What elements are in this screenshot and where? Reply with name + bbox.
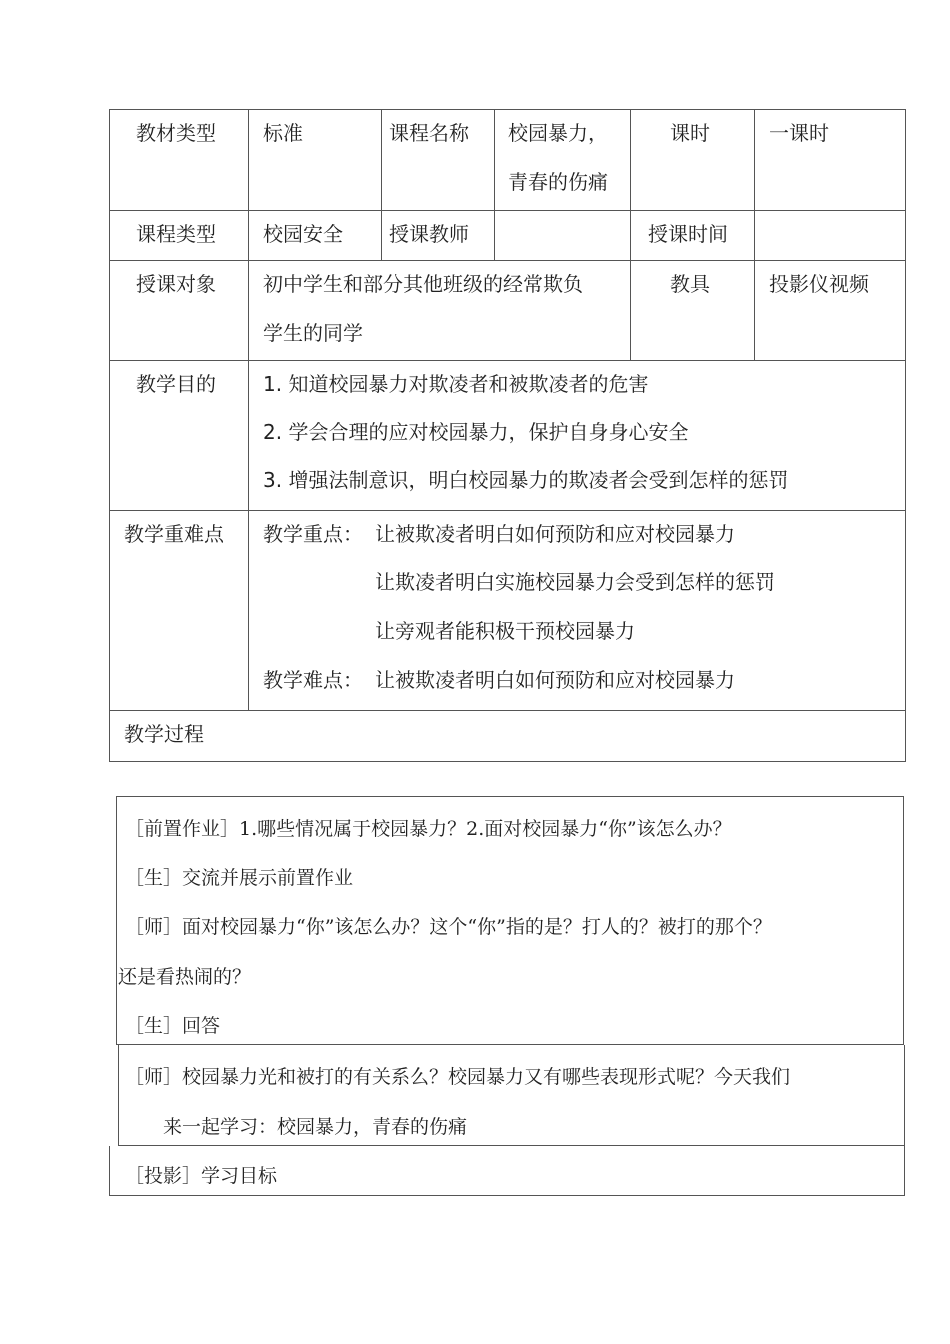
table-border <box>109 260 905 261</box>
table-border <box>109 210 905 211</box>
process-line: ［投影］学习目标 <box>125 1165 278 1187</box>
table-border <box>381 109 382 261</box>
table-border <box>109 510 905 511</box>
course-type-value: 校园安全 <box>263 222 343 246</box>
difficulty-item: 让被欺凌者明白如何预防和应对校园暴力 <box>375 668 735 692</box>
period-label: 课时 <box>670 121 710 145</box>
table-border <box>630 109 631 361</box>
table-border <box>248 109 249 711</box>
process-label: 教学过程 <box>124 722 204 746</box>
process-line: ［师］面对校园暴力“你”该怎么办？这个“你”指的是？打人的？被打的那个？ <box>125 916 772 938</box>
table-border <box>109 761 905 762</box>
table-border <box>109 360 905 361</box>
process-line: ［师］校园暴力光和被打的有关系么？校园暴力又有哪些表现形式呢？今天我们 <box>125 1066 791 1088</box>
table-border <box>905 109 906 762</box>
table-border <box>109 109 905 110</box>
course-name-value: 校园暴力， <box>508 121 608 145</box>
teacher-label: 授课教师 <box>389 222 469 246</box>
keypoints-label: 教学重难点 <box>124 522 224 546</box>
tools-value: 投影仪视频 <box>769 272 869 296</box>
goals-label: 教学目的 <box>136 372 216 396</box>
material-type-label: 教材类型 <box>136 121 216 145</box>
table-border <box>754 109 755 361</box>
focus-item: 让欺凌者明白实施校园暴力会受到怎样的惩罚 <box>375 570 775 594</box>
difficulty-prefix: 教学难点： <box>263 668 363 692</box>
material-type-value: 标准 <box>263 121 303 145</box>
focus-item: 让旁观者能积极干预校园暴力 <box>375 619 635 643</box>
process-line: 还是看热闹的？ <box>118 966 252 988</box>
process-line: 来一起学习：校园暴力，青春的伤痛 <box>163 1116 468 1138</box>
table-border <box>109 710 905 711</box>
goal-item: 1. 知道校园暴力对欺凌者和被欺凌者的危害 <box>263 372 649 396</box>
goal-item: 3. 增强法制意识，明白校园暴力的欺凌者会受到怎样的惩罚 <box>263 468 789 492</box>
course-type-label: 课程类型 <box>136 222 216 246</box>
time-label: 授课时间 <box>648 222 728 246</box>
process-line: ［生］回答 <box>125 1015 221 1037</box>
tools-label: 教具 <box>670 272 710 296</box>
table-border <box>494 109 495 261</box>
focus-prefix: 教学重点： <box>263 522 363 546</box>
goal-item: 2. 学会合理的应对校园暴力，保护自身身心安全 <box>263 420 689 444</box>
audience-value: 学生的同学 <box>263 321 363 345</box>
course-name-label: 课程名称 <box>389 121 469 145</box>
period-value: 一课时 <box>769 121 829 145</box>
audience-label: 授课对象 <box>136 272 216 296</box>
process-line: ［前置作业］1.哪些情况属于校园暴力？2.面对校园暴力“你”该怎么办？ <box>125 818 732 840</box>
process-line: ［生］交流并展示前置作业 <box>125 867 354 889</box>
audience-value: 初中学生和部分其他班级的经常欺负 <box>263 272 583 296</box>
table-border <box>109 109 110 762</box>
course-name-value: 青春的伤痛 <box>508 170 608 194</box>
focus-item: 让被欺凌者明白如何预防和应对校园暴力 <box>375 522 735 546</box>
